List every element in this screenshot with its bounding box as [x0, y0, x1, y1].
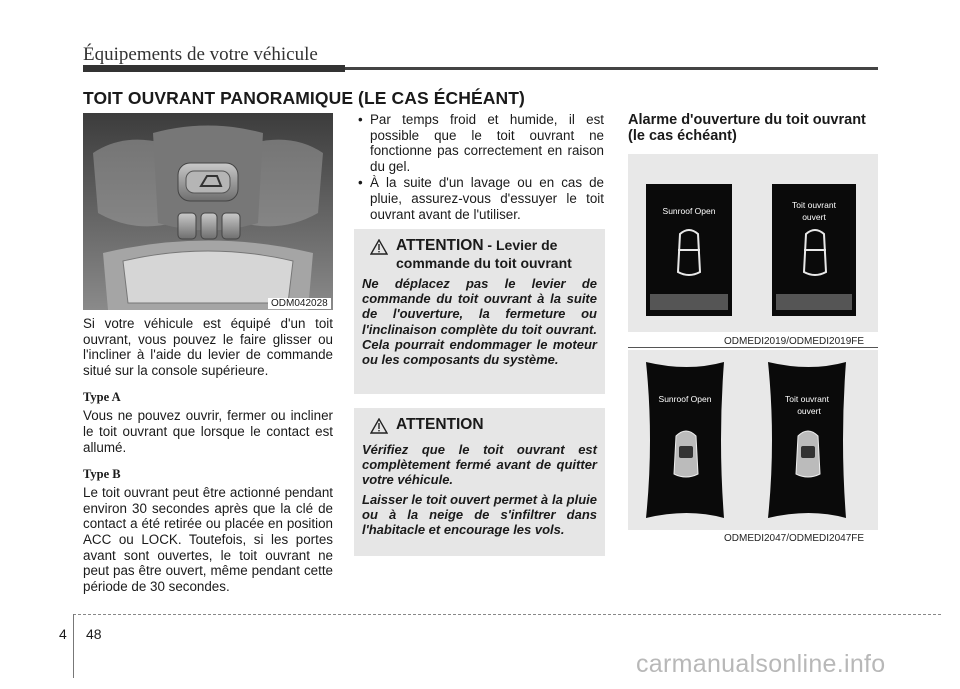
caution-heading: ATTENTION: [396, 416, 484, 433]
toit-ouvrant-label: Toit ouvrant: [792, 200, 836, 210]
header-rule-accent: [83, 65, 345, 72]
page-number: 48: [86, 626, 102, 642]
panel-caption: ODMEDI2019/ODMEDI2019FE: [724, 336, 865, 347]
type-a-paragraph: Vous ne pouvez ouvrir, fermer ou incliner le toit ouvrant que lorsque le contact est allumé.: [83, 408, 333, 455]
caution-subheading-line2: commande du toit ouvrant: [396, 255, 572, 271]
overhead-console-photo: [83, 113, 333, 310]
footer-rule: [73, 614, 941, 615]
left-text-block: [83, 316, 333, 594]
type-b-paragraph: Le toit ouvrant peut être actionné pendant environ 30 secondes après que la clé de contact a été retirée ou placée en position ACC ou LOCK. Toutefois, si les portes avant sont ouvertes, le toit ouvrant ne peut pas être ouvert, même pendant cette période de 30 secondes.: [83, 485, 333, 594]
display-illustration-a: [628, 154, 878, 332]
divider: [628, 347, 878, 348]
sunroof-open-label: Sunroof Open: [658, 394, 712, 404]
caution-header: [362, 416, 597, 434]
type-b-label: Type B: [83, 467, 121, 482]
ouvert-label: ouvert: [802, 212, 826, 222]
caution-text: Laisser le toit ouvert permet à la pluie ou à la neige de s'infiltrer dans l'habitacle et encourage les vols.: [362, 491, 597, 538]
list-item: • Par temps froid et humide, il est possible que le toit ouvrant ne fonctionne pas correctement en raison du gel.: [354, 112, 604, 174]
ouvert-label: ouvert: [797, 406, 821, 416]
precaution-list: [354, 112, 604, 223]
type-a-label: Type A: [83, 390, 121, 405]
panel-caption: ODMEDI2047/ODMEDI2047FE: [724, 533, 865, 544]
list-item: • À la suite d'un lavage ou en cas de pluie, assurez-vous d'essuyer le toit ouvrant avant de l'utiliser.: [354, 175, 604, 222]
intro-paragraph: Si votre véhicule est équipé d'un toit ouvrant, vous pouvez le faire glisser ou l'incliner à l'aide du levier de commande situé sur la console supérieure.: [83, 316, 333, 378]
caution-text: Ne déplacez pas le levier de commande du toit ouvrant à la suite de l'ouverture, la fermeture ou l'inclinaison complète du toit ouvrant. Cela pourrait endommager le moteur ou les composants du système.: [362, 276, 597, 368]
photo-caption: ODM042028: [268, 298, 331, 309]
alarm-title: Alarme d'ouverture du toit ouvrant (le cas échéant): [628, 112, 866, 144]
warning-triangle-icon: [370, 239, 388, 255]
caution-heading: ATTENTION: [396, 237, 484, 254]
cluster-display-panel-b: [628, 350, 878, 530]
chapter-number: 4: [59, 626, 67, 642]
warning-triangle-icon: [370, 418, 388, 434]
caution-header: [362, 237, 597, 271]
footer-divider: [73, 614, 74, 678]
display-illustration-b: [628, 350, 878, 530]
chapter-title: Équipements de votre véhicule: [83, 44, 318, 65]
caution-box-closed: [354, 408, 605, 556]
caution-subheading: - Levier de: [483, 237, 558, 253]
toit-ouvrant-label: Toit ouvrant: [785, 394, 829, 404]
overhead-console-illustration: [83, 113, 333, 310]
cluster-display-panel-a: [628, 154, 878, 332]
caution-text: Vérifiez que le toit ouvrant est complètement fermé avant de quitter votre véhicule.: [362, 442, 597, 488]
section-title: TOIT OUVRANT PANORAMIQUE (LE CAS ÉCHÉANT): [83, 88, 525, 108]
caution-box-lever: [354, 229, 605, 394]
watermark: carmanualsonline.info: [636, 650, 886, 678]
sunroof-open-label: Sunroof Open: [662, 206, 716, 216]
